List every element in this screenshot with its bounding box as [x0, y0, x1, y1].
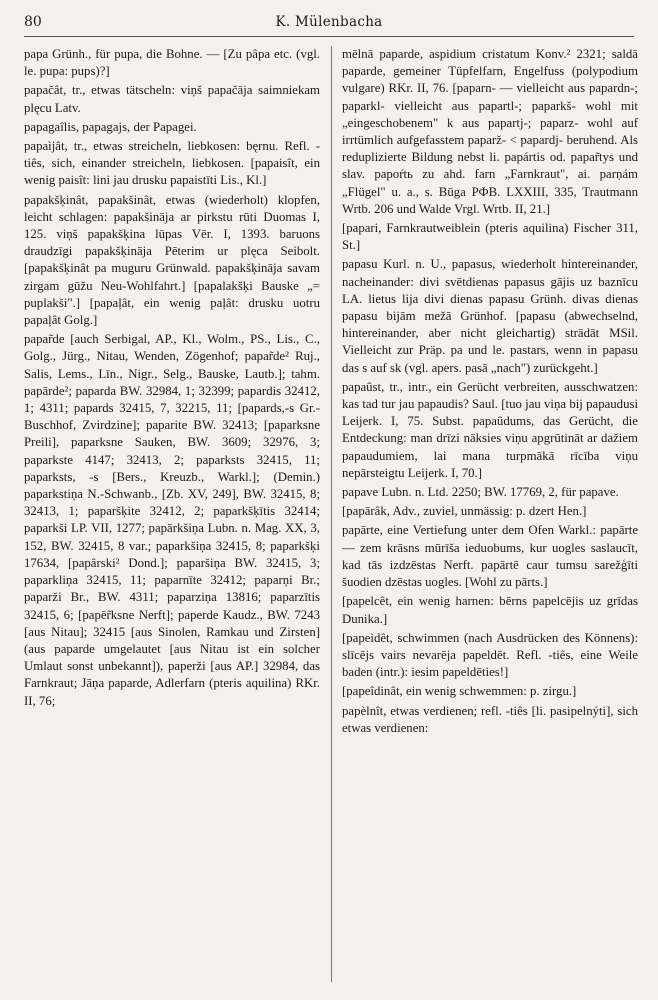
dictionary-entry: papārte, eine Vertiefung unter dem Ofen Warkl.: papārte — zem krāsns mūrīša ieduobums, kur uogles saslaucīt, kad tās izdzēstas Nerft. papārtē caur tumsu sarežģīti šuodien dzēstas uogles. [Wohl zu pārts.] — [342, 523, 638, 590]
dictionary-entry: [papārâk, Adv., zuviel, unmässig: p. dzert Hen.] — [342, 504, 587, 519]
dictionary-entry: papave Lubn. n. Ltd. 2250; BW. 17769, 2, für papave. — [342, 485, 619, 500]
dictionary-entry: papar̃de [auch Serbigal, AP., Kl., Wolm., PS., Lis., C., Golg., Jürg., Nitau, Wenden, Zögenhof; papar̃de² Ruj., Salis, Lems., Līn., Nigr., Selg., Bauske, Lautb.]; tahm. papārde²; paparda BW. 32984, 1; 32399; papardis 32412, 1; 4311; papards 32415, 7, 32215, 11; [papards,-s Gr.-Buschhof, Zvirdzine]; paparite BW. 32413; [paparksne Preili], paparksne Sauken, BW. 3609; 32976, 3; paparkste 4147; 32413, 2; paparksts 32415, 11; paparksts, -s [Bers., Kreuzb., Warkl.]; (Demin.) paparkstiņa N.-Schwanb., [Zb. XV, 249], BW. 32415, 8; 32413, 1; paparšķite 32412, 2; paparkšķītis 32414; paparkši LP. VII, 1277; papārkšiņa Lubn. n. Mag. XX, 3, 152, BW. 32415, 8 var.; paparkšiņa 32415, 8; paparkšķi 17634, [papârski² Dond.]; paparšiņa BW. 32415, 3; paparkliņa 32415, 11; paparnīte 32412; paparņi Br.; paparži Br., BW. 4311; paparziņa 13816; paparzītis 32415, 6; [papēr̃ksne Nerft]; paperde Kaudz., BW. 7243 [aus Nitau]; 32415 [aus Sinolen, Ramkau und Zirsten] (aus paparde umgelautet [aus Nitau ist ein solcher Umlaut sonst unbekannt]), paperži [aus AP.] 32984, das Farnkraut; Jāņa paparde, Adlerfarn (pteris aquilina) RKr. II, 76; — [24, 332, 320, 708]
dictionary-entry: papaûst, tr., intr., ein Gerücht verbreiten, ausschwatzen: kas tad tur jau papaudis? Saul. [tuo jau viņa bij papaudusi Leijerk. I, 75. Subst. papaûdums, das Gerücht, die Entdeckung: man drīzi nāksies viņu apgrūtināt ar dažiem papaudumiem, lai mana turpmākā rīcība viņu nepārsteigtu Leijerk. I, 70.] — [342, 379, 638, 480]
dictionary-entry: [papeìdêt, schwimmen (nach Ausdrücken des Könnens): slīcējs vairs nevarēja papeldēt. Refl. -tiês, eine Weile baden (intr.): iesim papeldēties!] — [342, 630, 638, 680]
dictionary-entry: papasu Kurl. n. U., papasus, wiederholt hintereinander, nacheinander: divi svētdienas papasus gājis uz baznīcu LA. lietus lija divi dienas papasu Grünh. divas dienas papasu bijām mežā Grünhof. [papasu (abwechselnd, hintereinander, aber nicht gleichartig) strādāt MSil. Vielleicht zur Präp. pa und le. pastars, wenn in papasu das s auf sk (vgl. apers. pasā „nach") zurückgeht.] — [342, 257, 638, 375]
right-column — [342, 46, 638, 990]
dictionary-entry: papa Grünh., für pupa, die Bohne. — [Zu pâpa etc. (vgl. le. pupa: pups)?] — [24, 47, 320, 79]
dictionary-entry: [papelcêt, ein wenig harnen: bērns papelcējis uz grīdas Dunika.] — [342, 594, 638, 626]
running-title: K. Mülenbacha — [275, 14, 383, 30]
dictionary-entry: [papeîdinât, ein wenig schwemmen: p. zirgu.] — [342, 684, 577, 699]
page-number: 80 — [24, 14, 42, 30]
dictionary-entry: papakšķinât, papakšinât, etwas (wiederholt) klopfen, leicht schlagen: papakšināja ar pirkstu rūti Duomas I, 125. viņš papakšķina lūpas Vēr. I, 1393. baruons draudzīgi papakšķināja Pēterim ur plęca Seibolt. [papakšķinât pa muguru Grünwald. papakšķināja savam zirgam gūžu Neu-Wohlfahrt.] [papalakšķi Bauske „= puplakši".] [papaļât, ein wenig paļât: drusku uotru papaļât Golg.] — [24, 192, 320, 328]
page-header — [24, 12, 634, 37]
dictionary-entry: papačât, tr., etwas tätscheln: viņš papačāja saimniekam plęcu Latv. — [24, 83, 320, 115]
dictionary-entry: [papari, Farnkrautweiblein (pteris aquilina) Fischer 311, St.] — [342, 221, 638, 253]
dictionary-entry: mēlnā paparde, aspidium cristatum Konv.² 2321; saldā paparde, gemeiner Tüpfelfarn, Engelfuss (polypodium vulgare) RKr. II, 76. [paparn- — vielleicht aus papardn-; paparkl- vielleicht aus papartl-; paparkš- wohl mit „eingeschobenem" k aus papartj-; paparz- wohl auf irrtümlich aufgefasstem paparž- < papardj- beruhend. Als reduplizierte Bildung nebst li. papártis od. papar̃tys und slav. papoŕtь zu ahd. farn „Farnkraut", ai. parṇám „Flügel" u. a., s. Būga РФВ. LXXIII, 335, Trautmann Wrtb. 206 und Walde Vrgl. Wrtb. II, 21.] — [342, 47, 638, 216]
dictionary-entry: papagaîlis, papagajs, der Papagei. — [24, 119, 197, 134]
dictionary-entry: papèlnît, etwas verdienen; refl. -tiês [li. pasipelnýti], sich etwas verdienen: — [342, 703, 638, 735]
column-divider — [331, 46, 332, 982]
dictionary-entry: papaìjât, tr., etwas streicheln, liebkosen: bęrnu. Refl. -tiês, sich, einander streicheln, liebkosen. [papaisît, ein wenig paisît: lini jau drusku papaistīti Lis., Kl.] — [24, 139, 320, 188]
left-column — [24, 46, 320, 990]
